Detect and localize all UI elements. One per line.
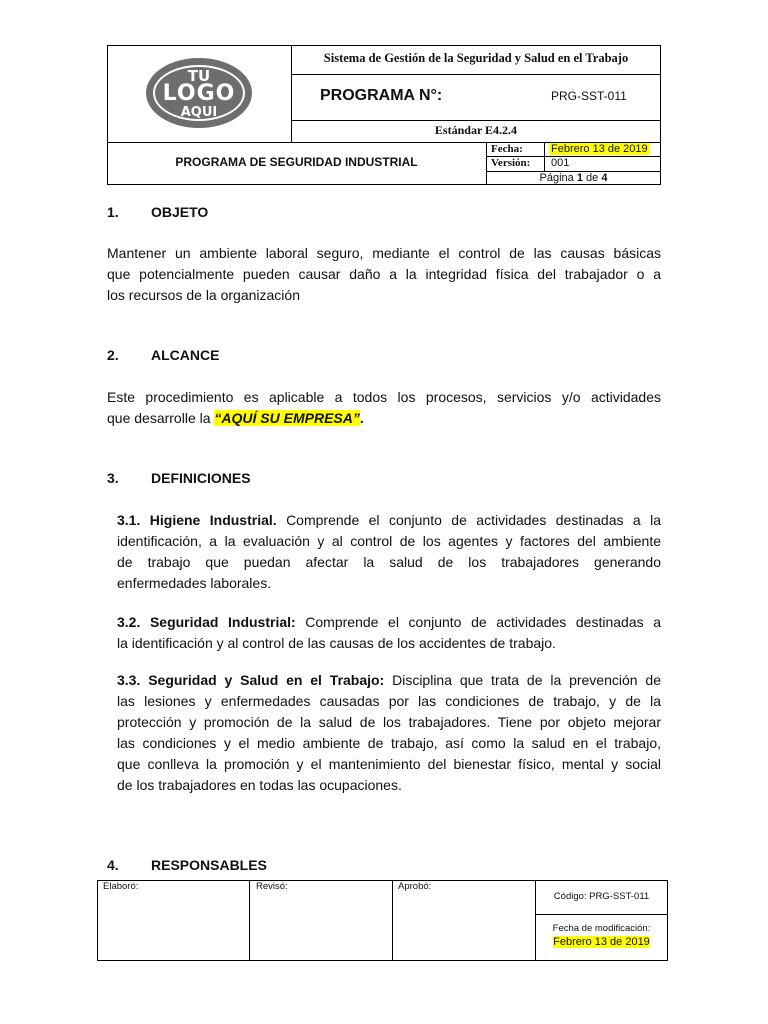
- fecha-value: Febrero 13 de 2019: [551, 143, 648, 155]
- alcance-paragraph: Este procedimiento es aplicable a todos los procesos, servicios y/o actividades que desarrolle la “AQUÍ SU EMPRESA”.: [107, 389, 661, 426]
- programa-code: PRG-SST-011: [551, 89, 627, 103]
- section-number: 1.: [107, 204, 119, 220]
- version-value: 001: [551, 157, 570, 169]
- fecha-modificacion-label: Fecha de modificación:: [552, 923, 651, 934]
- fecha-modificacion-wrap: [535, 936, 668, 948]
- logo-text-line1: TU: [187, 67, 211, 85]
- page-indicator: Página 1 de 4: [539, 172, 608, 184]
- fecha-modificacion-value: Febrero 13 de 2019: [553, 936, 650, 948]
- elaboro-label: Elaboró:: [103, 881, 139, 892]
- estandar-label: Estándar E4.2.4: [434, 123, 518, 137]
- definition-higiene-industrial: 3.1. Higiene Industrial. Comprende el conjunto de actividades destinadas a la identificación, a la evaluación y al control de los agentes y factores del ambiente de trabajo que puedan afectar la salud de los trabajadores generando enfermedades laborales.: [117, 512, 662, 591]
- section-number: 2.: [107, 347, 119, 363]
- logo-text-line3: AQUI: [180, 105, 218, 120]
- system-title: Sistema de Gestión de la Seguridad y Salud en el Trabajo: [323, 51, 629, 65]
- section-title-objeto: OBJETO: [151, 204, 209, 220]
- fecha-label: Fecha:: [491, 143, 523, 155]
- header-divider: [291, 74, 661, 75]
- logo-text-line2: LOGO: [162, 81, 236, 106]
- definition-sst: 3.3. Seguridad y Salud en el Trabajo: Disciplina que trata de la prevención de las lesiones y enfermedades causadas por las condiciones de trabajo, y de la protección y promoción de la salud de los trabajadores. Tiene por objeto mejorar las condiciones y el medio ambiente de trabajo, así como la salud en el trabajo, que conlleva la promoción y el mantenimiento del bienestar físico, mental y social de los trabajadores en todas las ocupaciones.: [117, 672, 661, 793]
- section-number: 4.: [107, 857, 119, 873]
- version-label: Versión:: [491, 157, 531, 169]
- footer-divider: [249, 880, 250, 961]
- section-number: 3.: [107, 470, 119, 486]
- footer-divider: [392, 880, 393, 961]
- objeto-paragraph: Mantener un ambiente laboral seguro, mediante el control de las causas básicas que potencialmente pueden causar daño a la integridad física del trabajador o a los recursos de la organización: [107, 245, 661, 303]
- section-title-alcance: ALCANCE: [151, 347, 220, 363]
- section-title-responsables: RESPONSABLES: [151, 857, 267, 873]
- definition-seguridad-industrial: 3.2. Seguridad Industrial: Comprende el conjunto de actividades destinadas a la identificación y al control de las causas de los accidentes de trabajo.: [117, 614, 661, 651]
- company-logo: [146, 58, 252, 128]
- footer-divider: [535, 914, 668, 915]
- aprobo-label: Aprobó:: [398, 881, 432, 892]
- section-title-definiciones: DEFINICIONES: [151, 470, 251, 486]
- company-placeholder: “AQUÍ SU EMPRESA”: [214, 410, 360, 426]
- footer-codigo: Código: PRG-SST-011: [553, 891, 650, 902]
- reviso-label: Revisó:: [256, 881, 288, 892]
- programa-label: PROGRAMA N°:: [320, 87, 443, 104]
- header-divider: [291, 120, 661, 121]
- program-name: PROGRAMA DE SEGURIDAD INDUSTRIAL: [175, 155, 418, 169]
